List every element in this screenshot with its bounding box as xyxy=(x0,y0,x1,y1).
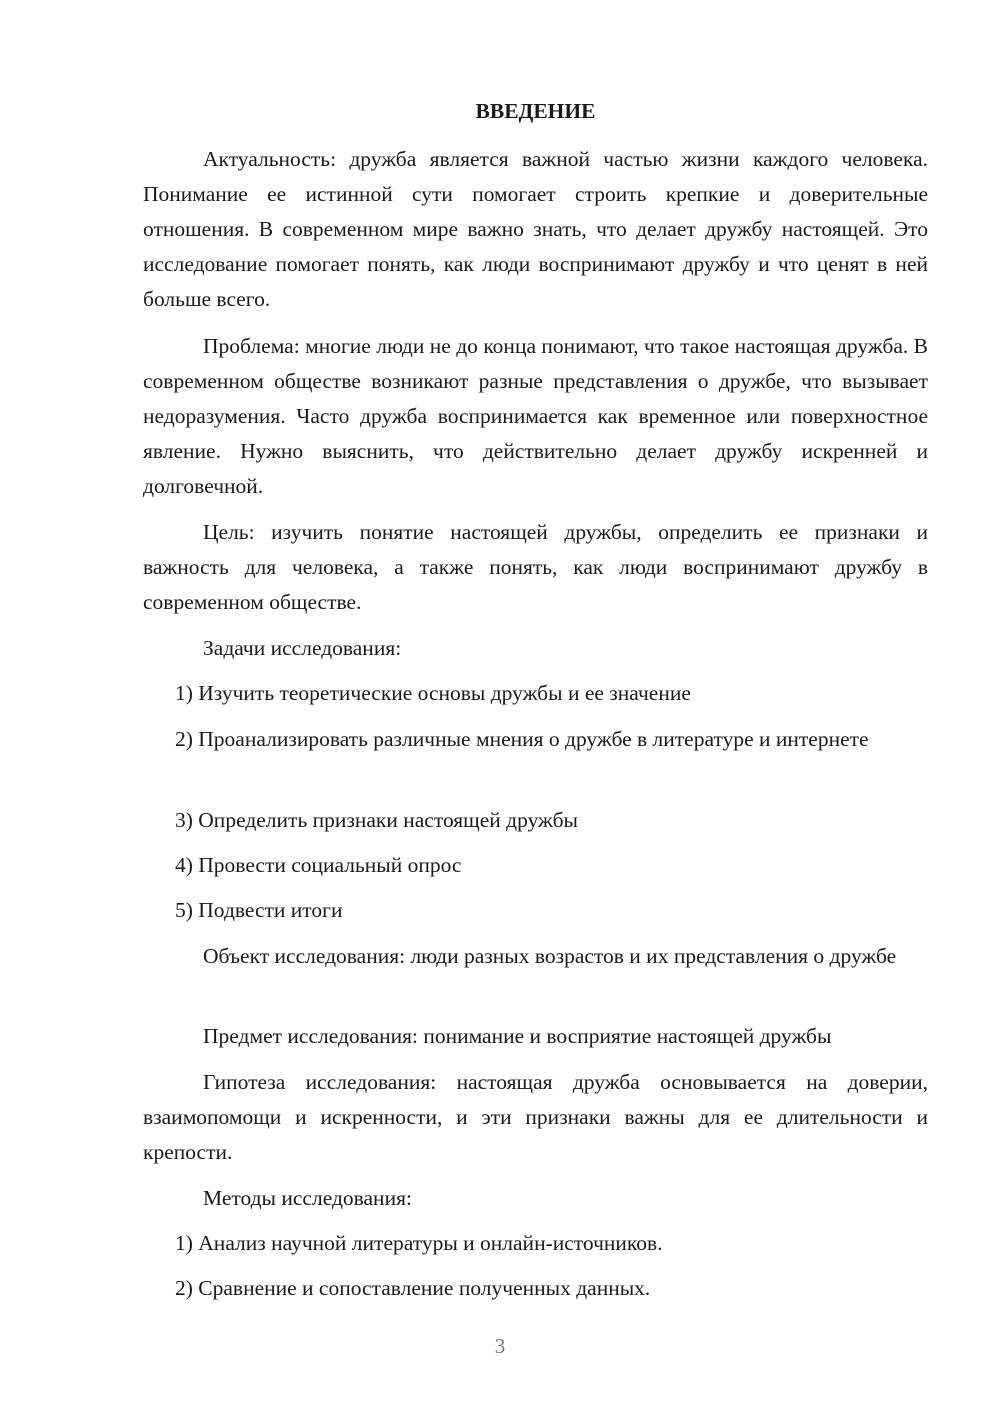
paragraph-subject: Предмет исследования: понимание и восприятие настоящей дружбы xyxy=(203,1024,832,1048)
section-title: ВВЕДЕНИЕ xyxy=(475,99,596,123)
list-item-task-3: 3) Определить признаки настоящей дружбы xyxy=(175,808,578,832)
list-item-method-2: 2) Сравнение и сопоставление полученных данных. xyxy=(175,1276,651,1300)
paragraph-relevance: Актуальность: дружба является важной частью жизни каждого человека. Понимание ее истинной сути помогает строить крепкие и доверительные отношения. В современном мире важно знать, что делает дружбу настоящей. Это исследование помогает понять, как люди воспринимают дружбу и что ценят в ней больше всего. xyxy=(143,147,928,311)
page-number: 3 xyxy=(494,1334,506,1358)
list-item-task-1: 1) Изучить теоретические основы дружбы и ее значение xyxy=(175,681,691,705)
paragraph-goal: Цель: изучить понятие настоящей дружбы, определить ее признаки и важность для человека, а также понять, как люди воспринимают дружбу в современном обществе. xyxy=(143,520,928,614)
paragraph-tasks-heading: Задачи исследования: xyxy=(203,636,402,660)
list-item-task-4: 4) Провести социальный опрос xyxy=(175,853,462,877)
list-item-method-1: 1) Анализ научной литературы и онлайн-источников. xyxy=(175,1231,663,1255)
list-item-task-2: 2) Проанализировать различные мнения о дружбе в литературе и интернете xyxy=(175,727,869,751)
paragraph-object: Объект исследования: люди разных возрастов и их представления о дружбе xyxy=(203,944,897,968)
list-item-task-5: 5) Подвести итоги xyxy=(175,898,343,922)
paragraph-problem: Проблема: многие люди не до конца понимают, что такое настоящая дружба. В современном обществе возникают разные представления о дружбе, что вызывает недоразумения. Часто дружба воспринимается как временное или поверхностное явление. Нужно выяснить, что действительно делает дружбу искренней и долговечной. xyxy=(143,334,928,498)
paragraph-methods-heading: Методы исследования: xyxy=(203,1186,412,1210)
paragraph-hypothesis: Гипотеза исследования: настоящая дружба основывается на доверии, взаимопомощи и искренности, и эти признаки важны для ее длительности и крепости. xyxy=(143,1070,928,1164)
